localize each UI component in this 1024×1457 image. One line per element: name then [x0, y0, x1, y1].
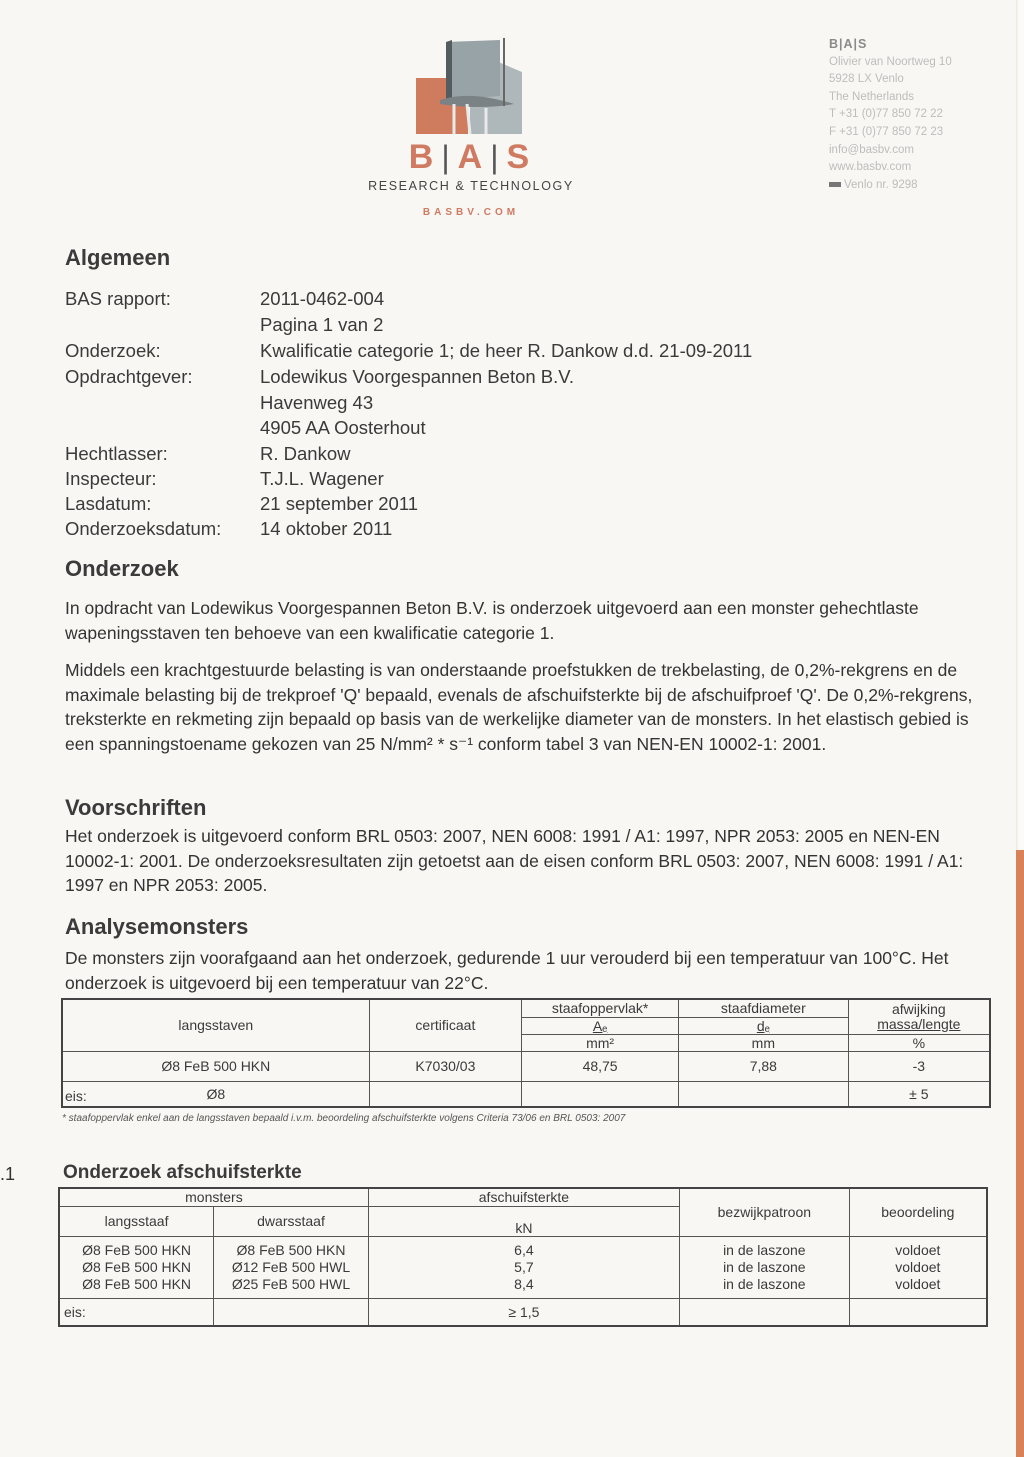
onderzoek-paragraph-1: In opdracht van Lodewikus Voorgespannen Beton B.V. is onderzoek uitgevoerd aan een monster gehechtlaste wapeningsstaven ten behoeve van een kwalificatie categorie 1. — [65, 598, 919, 643]
analysis-samples-table — [61, 998, 991, 1108]
onderzoek-paragraph-2: Middels een krachtgestuurde belasting is van onderstaande proefstukken de trekbelasting, de 0,2%-rekgrens en de maximale belasting bij de trekproef 'Q' bepaald, evenals de afschuifsterkte bij de afschuifproef 'Q'. De 0,2%-rekgrens, treksterkte en rekmeting zijn bepaald op basis van de werkelijke diameter van de monsters. In het elastisch gebied is een spanningstoename gekozen van 25 N/mm² * s⁻¹ conform tabel 3 van NEN-EN 10002-1: 2001. — [65, 660, 973, 754]
unit-percent: % — [848, 1034, 990, 1051]
symbol-de: dₑ — [678, 1017, 848, 1034]
address-email: info@basbv.com — [829, 143, 914, 156]
logo-url: BASBV.COM — [422, 207, 520, 218]
heading-analysemonsters: Analysemonsters — [65, 914, 249, 939]
col-header-dwarsstaaf: dwarsstaaf — [214, 1206, 369, 1236]
heading-voorschriften: Voorschriften — [65, 795, 207, 820]
address-fax: F +31 (0)77 850 72 23 — [829, 125, 944, 138]
heading-onderzoek: Onderzoek — [65, 556, 179, 581]
symbol-ae: Aₑ — [522, 1017, 679, 1034]
unit-kn: kN — [368, 1206, 679, 1236]
col-header-afwijking: afwijking massa/lengte — [848, 999, 990, 1034]
col-header-langsstaaf: langsstaaf — [59, 1206, 214, 1236]
unit-mm: mm — [678, 1034, 848, 1051]
company-address — [829, 36, 952, 194]
unit-mm2: mm² — [522, 1034, 679, 1051]
shear-strength-table — [58, 1187, 988, 1327]
requirement-row: eis: ≥ 1,5 — [59, 1298, 987, 1326]
table-row: Ø8 FeB 500 HKN Ø8 FeB 500 HKN Ø8 FeB 500 HKN Ø8 FeB 500 HKN Ø12 FeB 500 HWL Ø25 FeB 500 HWL 6,4 5,7 8,4 in de laszone in de laszone in de laszone voldoet voldoet voldoet — [59, 1236, 987, 1298]
col-header-staafoppervlak: staafoppervlak* — [522, 999, 679, 1017]
kvk-icon — [829, 182, 841, 187]
col-header-certificaat: certificaat — [369, 999, 522, 1051]
heading-algemeen: Algemeen — [65, 245, 171, 270]
address-street: Olivier van Noortweg 10 — [829, 55, 952, 68]
logo-wordmark: B | A | S — [408, 138, 534, 176]
document-page: B | A | S RESEARCH & TECHNOLOGY BASBV.COM B|A|S Olivier van Noortweg 10 5928 LX Venlo The Netherlands T +31 (0)77 850 72 22 F +31 (0)77 850 72 23 info@basbv.com www.basbv.com Venlo nr. 9298 Algemeen BAS rapport: 2011-0462-004 Pagina 1 van 2 Onderzoek: Kwalificatie categorie 1; de heer R. Dankow d.d. 21-09-2011 Opdrachtgever: Lodewikus Voorgespannen Beton B.V. Havenweg 43 4905 AA Oosterhout Hechtlasser: R. Dankow Inspecteur: T.J.L. Wagener Lasdatum: 21 september 2011 Onderzoeksdatum: 14 oktober 2011 Onderzoek In opdracht van Lodewikus Voorgespannen Beton B.V. is onderzoek uitgevoerd aan een monster gehechtlaste wapeningsstaven ten behoeve van een kwalificatie categorie 1. Middels een krachtgestuurde belasting is van onderstaande proefstukken de trekbelasting, de 0,2%-rekgrens en de maximale belasting bij de trekproef 'Q' bepaald, evenals de afschuifsterkte bij de afschuifproef 'Q'. De 0,2%-rekgrens, treksterkte en rekmeting zijn bepaald op basis van de werkelijke diameter van de monsters. In het elastisch gebied is een spanningstoename gekozen van 25 N/mm² * s⁻¹ conform tabel 3 van NEN-EN 10002-1: 2001. Voorschriften Het onderzoek is uitgevoerd conform BRL 0503: 2007, NEN 6008: 1991 / A1: 1997, NPR 2053: 2005 en NEN-EN 10002-1: 2001. De onderzoeksresultaten zijn getoetst aan de eisen conform BRL 0503: 2007, NEN 6008: 1991 / A1: 1997 en NPR 2053: 2005. Analysemonsters De monsters zijn voorafgaand aan het onderzoek, gedurende 1 uur verouderd bij een temperatuur van 100°C. Het onderzoek is uitgevoerd bij een temperatuur van 22°C. langsstaven certificaat staafoppervlak* staafdiameter afwijking massa/lengte Aₑ dₑ mm² mm % Ø8 FeB 500 HKN K7030/03 48,75 7,88 -3 eis: Ø8 ± 5 * staafoppervlak enkel aan de langsstaven bepaald i.v.m. beoordeling afschuifsterkte volgens Criteria 73/06 en BRL 0503: 2007 .1 Onderzoek afschuifsterkte monsters afschuifsterkte bezwijkpatroon beoordeling langsstaaf dwarsstaaf kN Ø8 FeB 500 HKN Ø8 FeB 500 HKN Ø8 FeB 500 HKN Ø8 FeB 500 HKN Ø12 FeB 500 HWL Ø25 FeB 500 HWL 6,4 5,7 8,4 in de laszone in de laszone in de laszone voldoet voldoet voldoet eis: ≥ 1,5 — [0, 0, 1018, 1457]
col-header-staafdiameter: staafdiameter — [678, 999, 848, 1017]
section-number: .1 — [0, 1164, 16, 1184]
binder-edge — [1016, 850, 1024, 1457]
eis-label: eis: — [65, 1087, 87, 1104]
address-website: www.basbv.com — [829, 161, 912, 174]
eis-label: eis: — [59, 1298, 214, 1326]
logo-subtitle: RESEARCH & TECHNOLOGY — [368, 179, 574, 193]
requirement-row: eis: Ø8 ± 5 — [62, 1081, 990, 1107]
address-postcode: 5928 LX Venlo — [829, 73, 904, 86]
col-header-langsstaven: langsstaven — [62, 999, 369, 1051]
heading-afschuifsterkte: Onderzoek afschuifsterkte — [63, 1162, 302, 1183]
bas-building-logo-icon — [410, 36, 530, 136]
bas-logo — [360, 36, 582, 226]
address-phone: T +31 (0)77 850 72 22 — [829, 108, 943, 121]
address-country: The Netherlands — [829, 90, 915, 103]
address-brand: B|A|S — [829, 37, 868, 51]
table-header-row — [62, 999, 990, 1017]
col-header-monsters: monsters — [59, 1188, 368, 1206]
table-row: Ø8 FeB 500 HKN K7030/03 48,75 7,88 -3 — [62, 1051, 990, 1081]
col-header-bezwijkpatroon: bezwijkpatroon — [679, 1188, 849, 1236]
voorschriften-paragraph: Het onderzoek is uitgevoerd conform BRL 0503: 2007, NEN 6008: 1991 / A1: 1997, NPR 2053: 2005 en NEN-EN 10002-1: 2001. De onderzoeksresultaten zijn getoetst aan de eisen conform BRL 0503: 2007, NEN 6008: 1991 / A1: 1997 en NPR 2053: 2005. — [65, 826, 964, 895]
col-header-beoordeling: beoordeling — [849, 1188, 987, 1236]
col-header-afschuifsterkte: afschuifsterkte — [368, 1188, 679, 1206]
address-kvk: Venlo nr. 9298 — [829, 177, 952, 195]
table-footnote: * staafoppervlak enkel aan de langsstaven bepaald i.v.m. beoordeling afschuifsterkte volgens Criteria 73/06 en BRL 0503: 2007 — [62, 1113, 626, 1124]
analysemonsters-paragraph: De monsters zijn voorafgaand aan het onderzoek, gedurende 1 uur verouderd bij een temperatuur van 100°C. Het onderzoek is uitgevoerd bij een temperatuur van 22°C. — [65, 948, 949, 993]
